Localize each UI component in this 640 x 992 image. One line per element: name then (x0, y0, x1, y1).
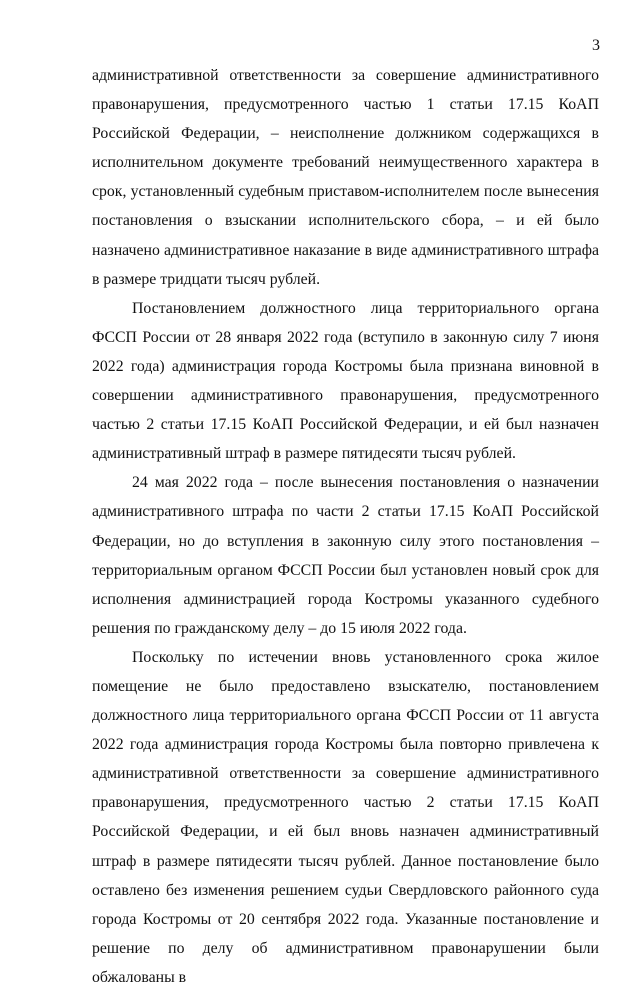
paragraph-continuation: административной ответственности за совершение административного правонарушения, предусмотренного частью 1 статьи 17.15 КоАП Российской Федерации, – неисполнение должником содержащихся в исполнительном документе требований неимущественного характера в срок, установленный судебным приставом-исполнителем после вынесения постановления о взыскании исполнительского сбора, – и ей было назначено административное наказание в виде административного штрафа в размере тридцати тысяч рублей. (92, 67, 599, 288)
paragraph-resolution-january: Постановлением должностного лица территориального органа ФССП России от 28 января 2022 года (вступило в законную силу 7 июня 2022 года) администрация города Костромы была признана виновной в совершении административного правонарушения, предусмотренного частью 2 статьи 17.15 КоАП Российской Федерации, и ей был назначен административный штраф в размере пятидесяти тысяч рублей. (92, 299, 599, 463)
document-body (92, 61, 599, 992)
paragraph-new-deadline: 24 мая 2022 года – после вынесения постановления о назначении административного штрафа по части 2 статьи 17.15 КоАП Российской Федерации, но до вступления в законную силу этого постановления – территориальным органом ФССП России был установлен новый срок для исполнения администрацией города Костромы указанного судебного решения по гражданскому делу – до 15 июля 2022 года. (92, 474, 599, 637)
paragraph-repeated-liability: Поскольку по истечении вновь установленного срока жилое помещение не было предоставлено взыскателю, постановлением должностного лица территориального органа ФССП России от 11 августа 2022 года администрация города Костромы была повторно привлечена к административной ответственности за совершение административного правонарушения, предусмотренного частью 2 статьи 17.15 КоАП Российской Федерации, и ей был вновь назначен административный штраф в размере пятидесяти тысяч рублей. Данное постановление было оставлено без изменения решением судьи Свердловского районного суда города Костромы от 20 сентября 2022 года. Указанные постановление и решение по делу об административном правонарушении были обжалованы в (92, 648, 599, 986)
page-number: 3 (592, 37, 600, 54)
